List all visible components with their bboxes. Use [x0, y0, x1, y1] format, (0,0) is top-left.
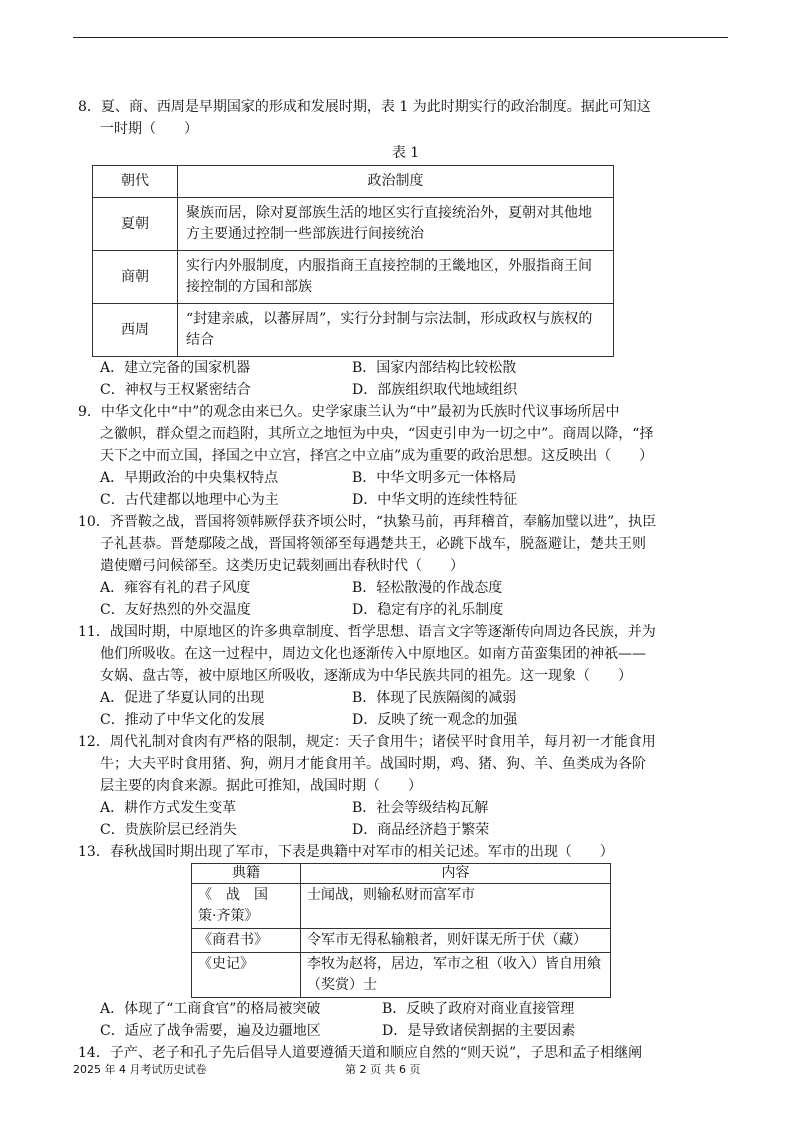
question-8	[78, 96, 733, 401]
option-a[interactable]: A．耕作方式发生变革	[100, 800, 237, 816]
content-cell: 士闻战，则输私财而富军市	[301, 884, 611, 929]
option-d[interactable]: D．中华文明的连续性特征	[352, 492, 518, 508]
source-line: 《 战 国	[198, 887, 268, 903]
source-cell	[192, 884, 301, 929]
option-c[interactable]: C．古代建都以地理中心为主	[100, 492, 279, 508]
question-9-options	[78, 467, 733, 511]
question-12-stem-line1: 12．周代礼制对食肉有严格的限制，规定：天子食用牛；诸侯平时食用羊，每月初一才能食用	[78, 734, 656, 750]
table-row	[93, 304, 614, 357]
option-d[interactable]: D．是导致诸侯割据的主要因素	[382, 1023, 576, 1039]
source-line: 策·齐策》	[198, 908, 259, 924]
table-row	[93, 198, 614, 251]
question-10-stem-line2: 子礼甚恭。晋楚鄢陵之战，晋国将领郤至每遇楚共王，必跳下战车，脱盔避让，楚共王则	[100, 536, 646, 552]
option-b[interactable]: B．社会等级结构瓦解	[352, 800, 489, 816]
table-header-row	[93, 166, 614, 198]
dynasty-cell: 西周	[93, 304, 178, 357]
question-13-options	[78, 998, 733, 1042]
table-row	[192, 953, 611, 998]
question-11	[78, 621, 733, 731]
table-header-cell: 朝代	[93, 166, 178, 198]
table-row	[192, 884, 611, 929]
option-c[interactable]: C．神权与王权紧密结合	[100, 382, 251, 398]
option-c[interactable]: C．友好热烈的外交温度	[100, 602, 251, 618]
option-d[interactable]: D．反映了统一观念的加强	[352, 712, 518, 728]
option-b[interactable]: B．反映了政府对商业直接管理	[382, 1001, 575, 1017]
question-8-options	[78, 357, 733, 401]
system-cell: “封建亲戚，以蕃屏周”，实行分封制与宗法制，形成政权与族权的结合	[178, 304, 614, 357]
option-c[interactable]: C．适应了战争需要，遍及边疆地区	[100, 1023, 321, 1039]
question-9-stem-line2: 之徽帜，群众望之而趋附，其所立之地恒为中央，“因吏引申为一切之中”。商周以降，“择	[100, 426, 654, 442]
dynasty-cell: 夏朝	[93, 198, 178, 251]
question-13-stem: 13．春秋战国时期出现了军市，下表是典籍中对军市的相关记述。军市的出现（ ）	[78, 844, 614, 860]
question-11-stem-line2: 他们所吸收。在这一过程中，周边文化也逐渐传入中原地区。如南方苗蛮集团的神祇——	[100, 646, 646, 662]
question-9-stem-line1: 9．中华文化中“中”的观念由来已久。史学家康兰认为“中”最初为氏族时代议事场所居中	[78, 404, 620, 420]
footer-page-number: 第 2 页 共 6 页	[345, 1063, 421, 1076]
content-cell: 李牧为赵将，居边，军市之租（收入）皆自用飨（奖赏）士	[301, 953, 611, 998]
question-10-stem-line3: 遣使赠弓问候郤至。这类历史记载刻画出春秋时代（ ）	[100, 558, 464, 574]
question-12-stem-line2: 牛；大夫平时食用猪、狗，朔月才能食用羊。战国时期，鸡、猪、狗、羊、鱼类成为各阶	[100, 756, 646, 772]
option-d[interactable]: D．稳定有序的礼乐制度	[352, 602, 504, 618]
question-12-stem-line3: 层主要的肉食来源。据此可推知，战国时期（ ）	[100, 778, 422, 794]
option-c[interactable]: C．推动了中华文化的发展	[100, 712, 265, 728]
option-b[interactable]: B．中华文明多元一体格局	[352, 470, 517, 486]
option-a[interactable]: A．早期政治的中央集权特点	[100, 470, 279, 486]
question-10	[78, 511, 733, 621]
header-rule	[73, 37, 728, 38]
dynasty-cell: 商朝	[93, 251, 178, 304]
exam-content	[78, 96, 733, 1064]
question-10-options	[78, 577, 733, 621]
option-a[interactable]: A．促进了华夏认同的出现	[100, 690, 265, 706]
question-11-stem-line1: 11．战国时期，中原地区的许多典章制度、哲学思想、语言文字等逐渐传向周边各民族，并为	[78, 624, 656, 640]
table-1	[92, 165, 614, 357]
option-a[interactable]: A．雍容有礼的君子风度	[100, 580, 251, 596]
question-10-stem-line1: 10．齐晋鞍之战，晋国将领韩厥俘获齐顷公时，“执絷马前，再拜稽首，奉觞加璧以进”，执臣	[78, 514, 657, 530]
table-header-cell: 政治制度	[178, 166, 614, 198]
question-12-options	[78, 797, 733, 841]
system-cell: 实行内外服制度，内服指商王直接控制的王畿地区，外服指商王间接控制的方国和部族	[178, 251, 614, 304]
content-cell: 令军市无得私输粮者，则奸谋无所于伏（藏）	[301, 929, 611, 953]
question-9	[78, 401, 733, 511]
table-header-row	[192, 864, 611, 884]
question-8-stem-line1: 8．夏、商、西周是早期国家的形成和发展时期，表 1 为此时期实行的政治制度。据此可知这	[78, 99, 651, 115]
question-11-options	[78, 687, 733, 731]
option-d[interactable]: D．商品经济趋于繁荣	[352, 822, 490, 838]
question-14-stem-line1: 14．子产、老子和孔子先后倡导人道要遵循天道和顺应自然的“则天说”，子思和孟子相继阐	[78, 1045, 643, 1061]
option-a[interactable]: A．建立完备的国家机器	[100, 360, 251, 376]
option-d[interactable]: D．部族组织取代地域组织	[352, 382, 518, 398]
table-1-caption: 表 1	[391, 145, 420, 161]
question-8-stem-line2: 一时期（ ）	[100, 121, 198, 137]
question-13	[78, 841, 733, 1042]
table-header-cell: 内容	[301, 864, 611, 884]
footer-exam-title: 2025 年 4 月考试历史试卷	[73, 1063, 207, 1076]
option-c[interactable]: C．贵族阶层已经消失	[100, 822, 237, 838]
source-cell: 《史记》	[192, 953, 301, 998]
option-b[interactable]: B．体现了民族隔阂的减弱	[352, 690, 517, 706]
question-9-stem-line3: 天下之中而立国，择国之中立宫，择宫之中立庙”成为重要的政治思想。这反映出（ ）	[100, 448, 654, 464]
source-cell: 《商君书》	[192, 929, 301, 953]
option-b[interactable]: B．国家内部结构比较松散	[352, 360, 517, 376]
table-row	[192, 929, 611, 953]
question-12	[78, 731, 733, 841]
option-a[interactable]: A．体现了“工商食官”的格局被突破	[100, 1001, 321, 1017]
question-11-stem-line3: 女娲、盘古等，被中原地区所吸收，逐渐成为中华民族共同的祖先。这一现象（ ）	[100, 668, 632, 684]
table-row	[93, 251, 614, 304]
table-header-cell: 典籍	[192, 864, 301, 884]
option-b[interactable]: B．轻松散漫的作战态度	[352, 580, 503, 596]
system-cell: 聚族而居，除对夏部族生活的地区实行直接统治外，夏朝对其他地方主要通过控制一些部族进行间接统治	[178, 198, 614, 251]
table-junshi	[191, 863, 611, 998]
